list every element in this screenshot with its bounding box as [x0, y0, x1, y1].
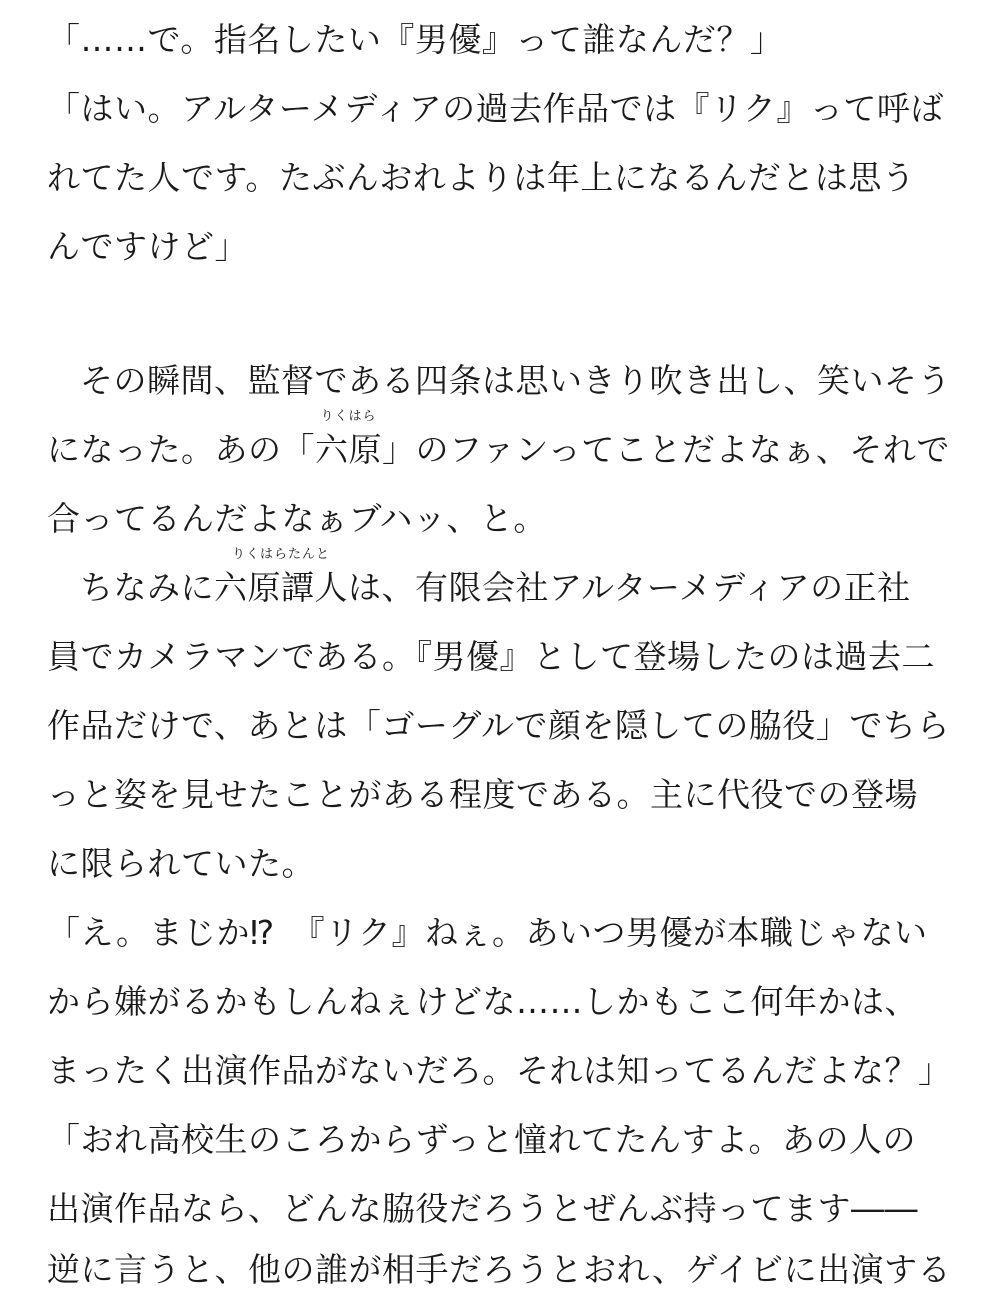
text-line: から嫌がるかもしんねぇけどな……しかもここ何年かは、 [47, 982, 918, 1021]
text-line: 「おれ高校生のころからずっと憧れてたんすよ。あの人の [47, 1120, 917, 1159]
text-span: は、有限会社アルターメディアの正社 [348, 568, 911, 607]
ruby-base: 六原 [315, 430, 382, 469]
text-line: に限られていた。 [47, 844, 315, 883]
text-line-with-ruby [47, 547, 911, 608]
ruby-base: 六原譚人 [214, 568, 348, 607]
text-span: ちなみに [80, 568, 214, 607]
text-line: んですけど」 [47, 227, 248, 266]
text-line: れてた人です。たぶんおれよりは年上になるんだとは思う [47, 158, 916, 197]
text-line: 「……で。指名したい『男優』って誰なんだ？」 [47, 20, 784, 59]
text-line: 合ってるんだよなぁブハッ、と。 [47, 499, 547, 538]
text-line: 逆に言うと、他の誰が相手だろうとおれ、ゲイビに出演する [47, 1250, 952, 1289]
text-line: 出演作品なら、どんな脇役だろうとぜんぶ持ってます―― [47, 1189, 918, 1228]
text-line: 「え。まじか⁉ 『リク』ねぇ。あいつ男優が本職じゃない [47, 913, 928, 952]
ruby-reading: りくはらたんと [231, 547, 330, 562]
text-line: 「はい。アルターメディアの過去作品では『リク』って呼ば [47, 89, 944, 128]
ruby-reading: りくはら [320, 409, 377, 424]
text-line: 作品だけで、あとは「ゴーグルで顔を隠しての脇役」でちら [47, 706, 950, 745]
text-span: になった。あの「 [47, 430, 315, 469]
text-span: 」のファンってことだよなぁ、それで [382, 430, 950, 469]
text-line-with-ruby [47, 409, 950, 470]
text-line: その瞬間、監督である四条は思いきり吹き出し、笑いそう [80, 361, 951, 400]
ruby-word [315, 409, 382, 470]
text-line: 員でカメラマンである。『男優』として登場したのは過去二 [47, 637, 935, 676]
text-line: まったく出演作品がないだろ。それは知ってるんだよな？」 [47, 1051, 952, 1090]
ruby-word [214, 547, 348, 608]
text-line: っと姿を見せたことがある程度である。主に代役での登場 [47, 775, 918, 814]
